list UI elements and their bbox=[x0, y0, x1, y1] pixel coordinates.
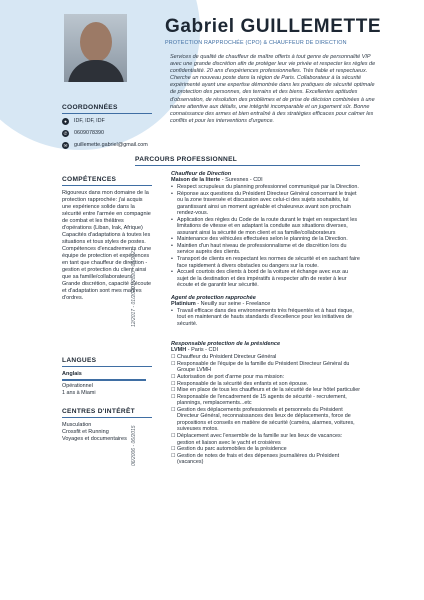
contact-text: guillemette.gabriel@gmail.com bbox=[74, 142, 148, 149]
location-icon: ● bbox=[62, 118, 69, 125]
job-bullet: • Maintenance des véhicules effectuées selon le planning de la Direction. bbox=[171, 236, 360, 243]
language-detail: 1 ans à Miami bbox=[62, 389, 96, 396]
job-bullet: • Travail efficace dans des environnements très fréquentés et à haut risque, tout en maintenant de hauts standards d'excellence pour les initiatives de sécurité. bbox=[171, 308, 360, 328]
contact-row bbox=[62, 142, 152, 149]
phone-icon: ✆ bbox=[63, 131, 68, 136]
interets-title: CENTRES D'INTÉRÊT bbox=[62, 408, 152, 418]
email-icon: ✉ bbox=[63, 143, 68, 148]
job-bullet: ☐ Gestion de notes de frais et des dépenses journalières du Président (vacances) bbox=[171, 453, 360, 466]
job-entry bbox=[131, 286, 360, 328]
job-bullet: • Réponse aux questions du Président Directeur Général concernant le trajet ou la zone traversée et discussion avec celui-ci des sujets souhaités, lui garantissant ainsi un moment agréable et chaleureux avant son prochain rendez-vous. bbox=[171, 191, 360, 217]
coordonnees-section bbox=[62, 104, 152, 154]
job-bullets bbox=[171, 354, 360, 465]
job-location: - Paris - CDI bbox=[186, 347, 218, 354]
language-level-fill bbox=[62, 379, 146, 381]
job-date-column bbox=[131, 171, 145, 289]
language-level: Opérationnel bbox=[62, 383, 93, 389]
interest-item: Voyages et documentaires bbox=[62, 436, 127, 442]
job-bullet: ☐ Chauffeur du Président Directeur Général bbox=[171, 354, 360, 361]
parcours-section bbox=[131, 156, 360, 472]
job-bullet: • Application des règles du Code de la route durant le trajet en respectant les limitations de vitesse et en adaptant la conduite aux situations diverses, assurant ainsi la sécurité de mon client et sa famille/collaborateurs bbox=[171, 217, 360, 237]
job-role: Chauffeur de Direction bbox=[171, 171, 232, 177]
interest-item: Crossfit et Running bbox=[62, 429, 109, 435]
photo-shoulders bbox=[68, 60, 124, 82]
job-date-column bbox=[131, 286, 145, 328]
job-entry bbox=[131, 171, 360, 289]
photo-head bbox=[80, 22, 112, 62]
job-date-column bbox=[131, 341, 145, 466]
job-title: PROTECTION RAPPROCHÉE (CPO) & CHAUFFEUR DE DIRECTION bbox=[165, 40, 347, 46]
job-location: - Suresnes - CDI bbox=[220, 177, 263, 183]
interest-item: Musculation bbox=[62, 422, 92, 428]
profile-photo bbox=[64, 14, 127, 82]
parcours-title: PARCOURS PROFESSIONNEL bbox=[135, 156, 360, 166]
job-company-line bbox=[171, 301, 360, 307]
job-bullet: ☐ Responsable de l'équipe de la famille du Président Directeur Général du Groupe LVMH bbox=[171, 361, 360, 374]
contact-text: 0609078390 bbox=[74, 130, 104, 137]
coordonnees-list bbox=[62, 118, 152, 149]
job-date: 06/2006 - 06/2015 bbox=[131, 425, 137, 466]
langues-title: LANGUES bbox=[62, 357, 152, 367]
job-bullet: • Transport de clients en respectant les normes de sécurité et en sachant faire face rapidement à divers obstacles ou dangers sur la route. bbox=[171, 256, 360, 269]
profile-summary: Services de qualité de chauffeur de maître offerts à tout genre de personnalité VIP avec une grande discrétion afin de protéger leur vie privée et respecter les règles de confidentialité. 20 ans d'expériences professionnelles. Très fiable et respectueux. Cherche un nouveau poste dans la région de Paris. Collaborateur à la sécurité expérimenté ayant une expertise démontrée dans les pratiques de sécurité optimale de protection des personnes, des terrains et des biens. Excellentes aptitudes d'observation, de résolution des problèmes et de prise de décision combinées à une nature attentive aux détails, une intégrité incomparable et un jugement sûr. Bonne connaissance des armes et bien entraîné à des stratégies efficaces pour calmer les conflits et pour les interventions d'urgence. bbox=[170, 54, 376, 124]
job-bullet: ☐ Responsable de la sécurité des enfants et son épouse. bbox=[171, 381, 360, 388]
job-bullets bbox=[171, 184, 360, 289]
job-bullet: • Maintien d'un haut niveau de professionnalisme et de discrétion lors du service auprès des clients. bbox=[171, 243, 360, 256]
job-role: Responsable protection de la présidence bbox=[171, 341, 281, 348]
job-role: Agent de protection rapprochée bbox=[171, 294, 256, 301]
job-company: LVMH bbox=[171, 347, 187, 354]
language-level-bar bbox=[62, 379, 146, 381]
contact-row bbox=[62, 130, 152, 137]
job-bullet: ☐ Gestion des déplacements professionnels et personnels du Président Directeur Général, reconnaissances des lieux de déplacements, force de propositions et conseils en matière de sécurité (caméra, alarmes, voitures, suiveuses motos. bbox=[171, 407, 360, 433]
job-bullet: ☐ Déplacement avec l'ensemble de la famille sur les lieux de vacances: gestion et liaison avec le yacht et croisières bbox=[171, 433, 360, 446]
job-location: - Neuilly sur seine - Freelance bbox=[195, 300, 271, 307]
job-entry bbox=[131, 341, 360, 466]
job-date: 01/2020 - 09/2021 bbox=[131, 248, 137, 289]
competences-title: COMPÉTENCES bbox=[62, 176, 152, 186]
coordonnees-title: COORDONNÉES bbox=[62, 104, 152, 114]
job-bullet: ☐ Mise en place de tous les chauffeurs et de la sécurité de leur hôtel particulier bbox=[171, 387, 360, 394]
job-date: 12/2017 - 01/2020 bbox=[131, 286, 137, 328]
job-company-line bbox=[171, 347, 360, 353]
job-bullet: ☐ Autorisation de port d'arme pour ma mission: bbox=[171, 374, 360, 381]
job-company: Maison de la literie bbox=[171, 177, 221, 183]
job-company-line bbox=[171, 177, 360, 183]
job-bullet: ☐ Gestion du parc automobiles de la présidence bbox=[171, 446, 360, 453]
job-bullet: ☐ Responsable de l'encadrement de 15 agents de sécurité - recrutement, plannings, remplacements...etc bbox=[171, 394, 360, 407]
contact-row bbox=[62, 118, 152, 125]
job-company: Platinium bbox=[171, 300, 196, 307]
job-bullet: • Respect scrupuleux du planning professionnel communiqué par la Direction. bbox=[171, 184, 360, 191]
job-bullet: • Accueil courtois des clients à bord de la voiture et échange avec eux au sujet de la destination et des impératifs à respecter afin de rester à leur écoute et de garantir leur sécurité. bbox=[171, 269, 360, 289]
job-list bbox=[131, 171, 360, 466]
language-name: Anglais bbox=[62, 371, 82, 377]
competences-text: Rigoureux dans mon domaine de la protection rapprochée: j'ai acquis une expérience solide dans la sécurité entre l'armée en compagnie de combat et les théâtres d'opérations (Liban, Irak, Afrique) Capacités d'adaptations à toutes les situations et tous styles de postes. Compétences d'encadrements d'une équipe de protection et expériences en tant que chauffeur de direction - gestion et protection du client ainsi que sa famille/collaborateurs. Grande discrétion, capacité d'écoute et d'adaptation sont mes maîtres d'ordres. bbox=[62, 190, 152, 301]
job-bullets bbox=[171, 308, 360, 328]
contact-text: IDF, IDF, IDF bbox=[74, 118, 105, 125]
candidate-name: Gabriel GUILLEMETTE bbox=[165, 16, 382, 37]
